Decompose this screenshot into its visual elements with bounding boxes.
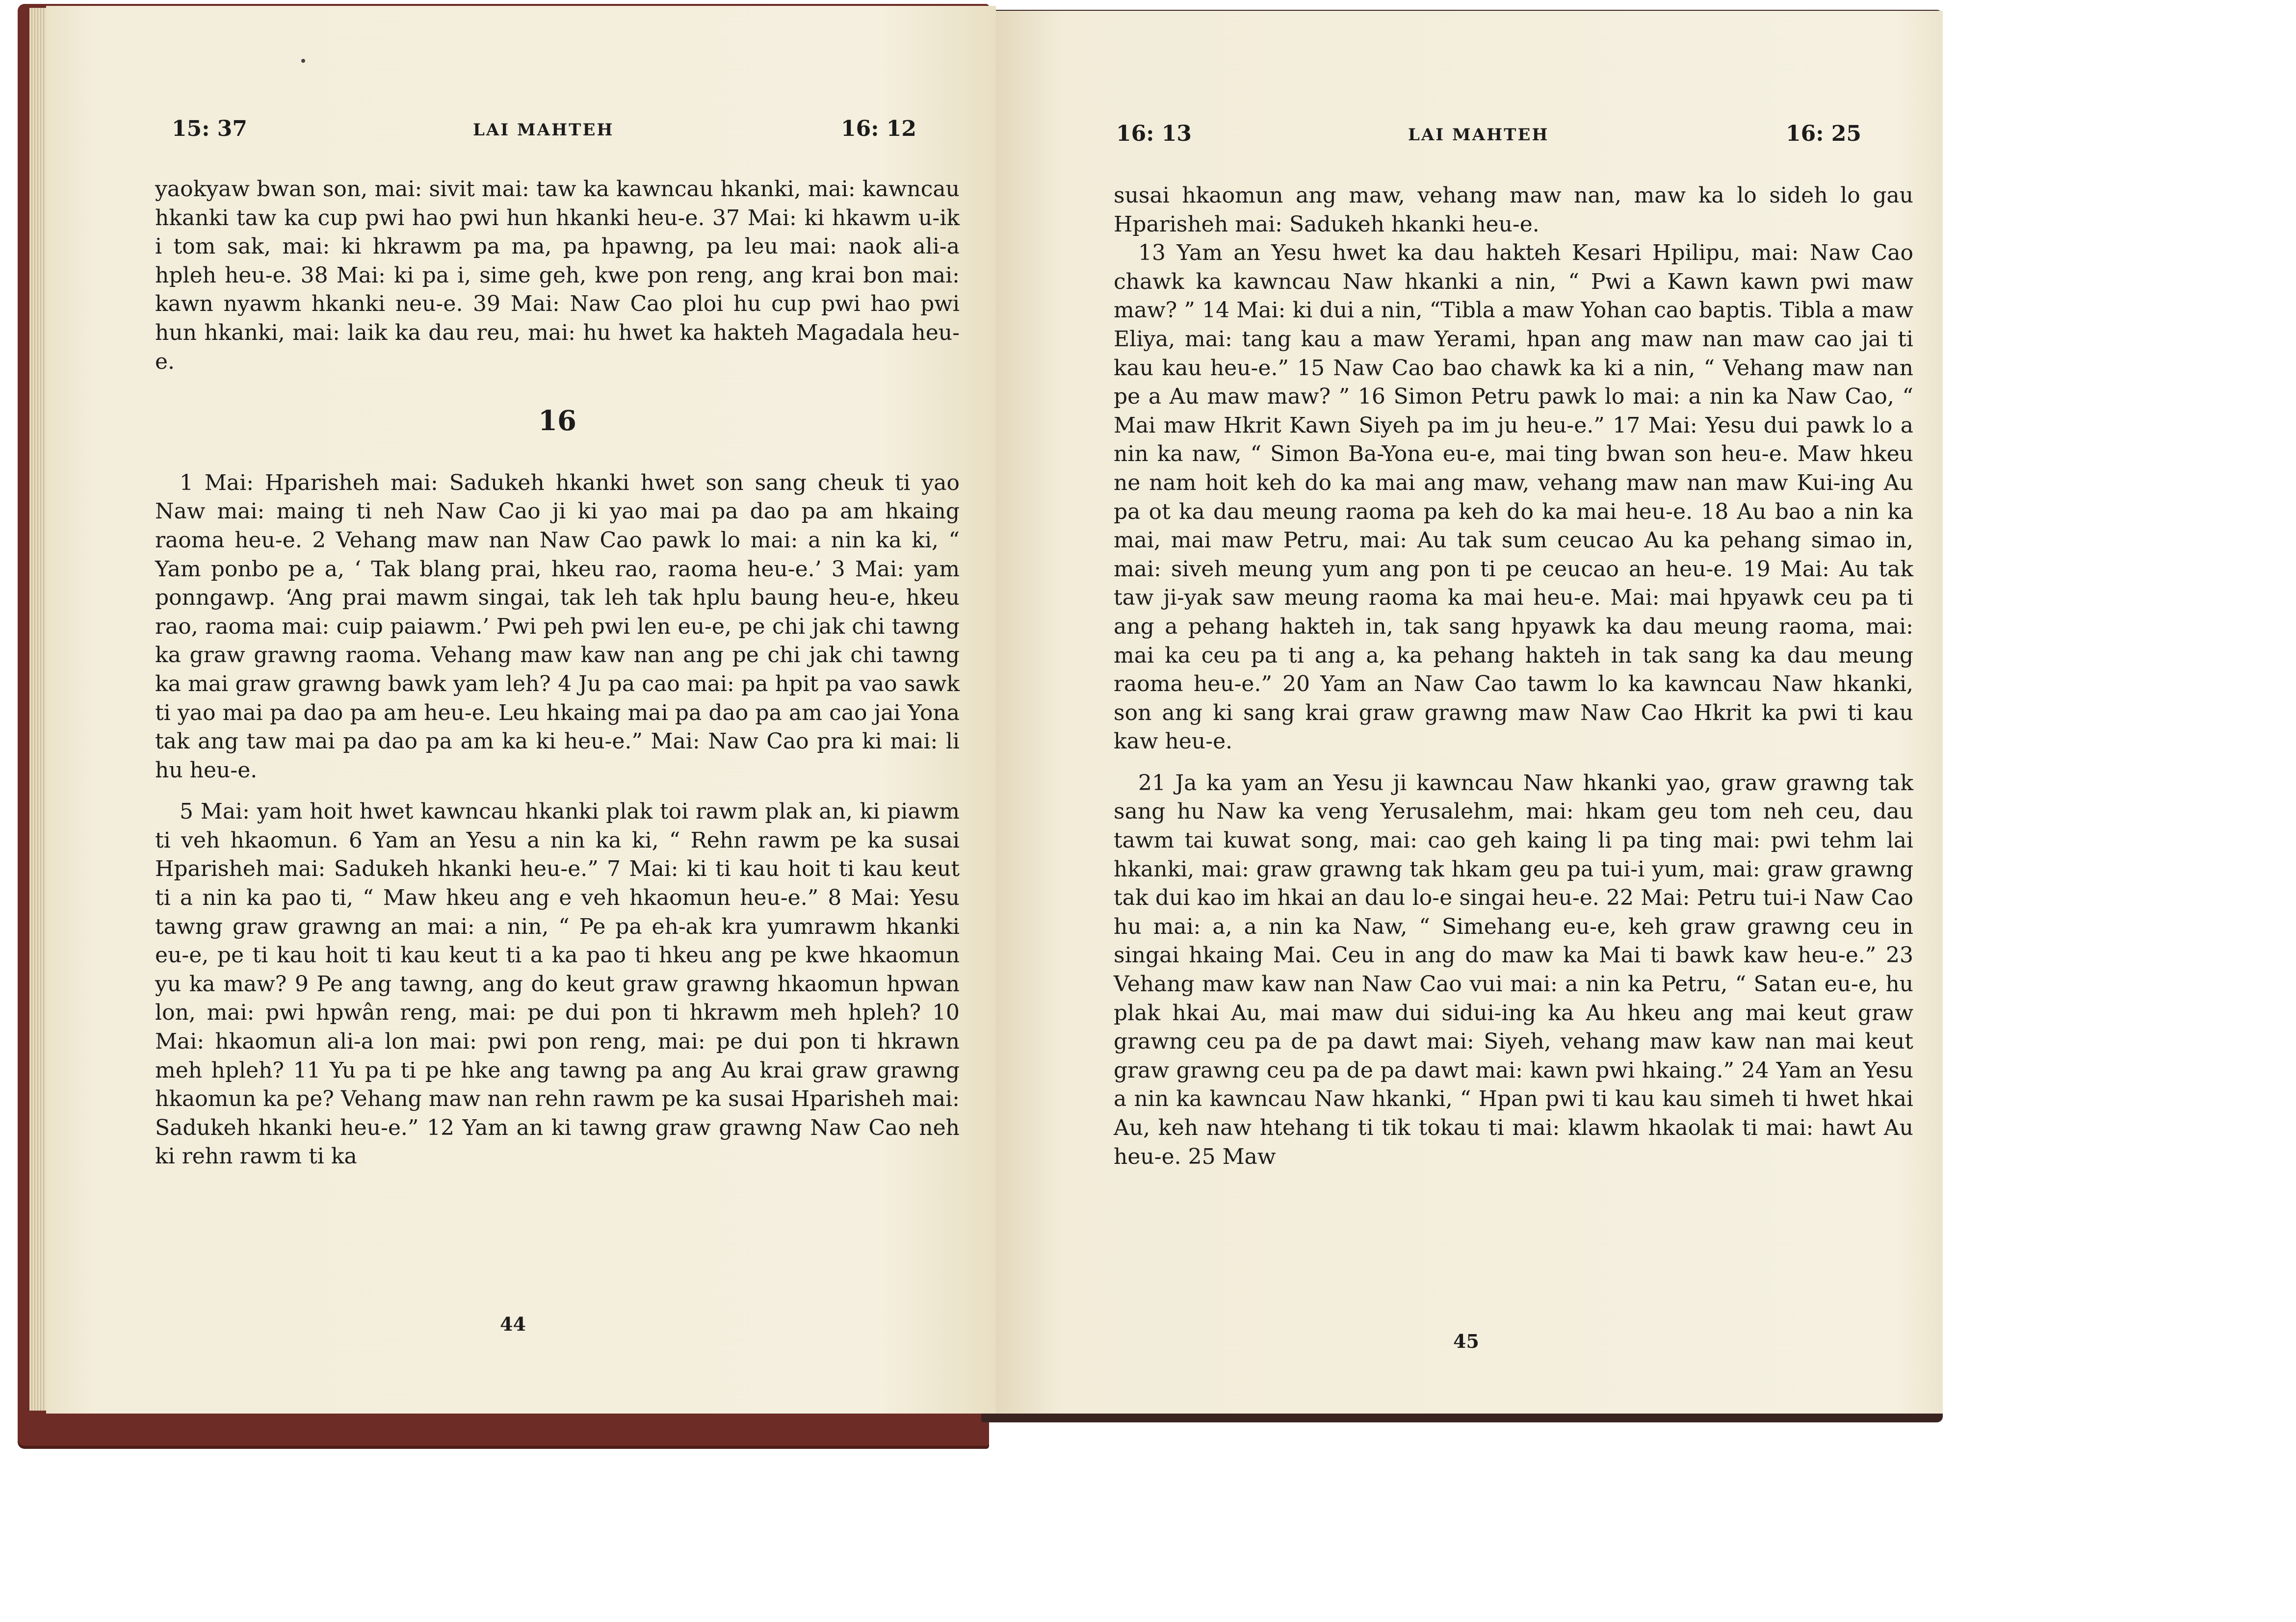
right-page	[996, 11, 1943, 1414]
right-header-title: LAI MAHTEH	[1408, 125, 1549, 145]
chapter-number: 16	[538, 405, 576, 438]
left-paragraph-3: 5 Mai: yam hoit hwet kawncau hkanki plak toi rawm plak an, ki piawm ti veh hkaomun. 6 Yam an Yesu a nin ka ki, “ Rehn rawm pe ka susai Hparisheh mai: Sadukeh hkanki heu-e.” 7 Mai: ki ti kau hoit ti kau keut ti a nin ka pao ti, “ Maw hkeu ang e veh hkaomun heu-e.” 8 Mai: Yesu tawng graw grawng an mai: a nin, “ Pe pa eh-ak kra yumrawm hkanki eu-e, pe ti kau hoit ti kau keut ti a ka pao ti hkeu ang pe kwe hkaomun yu ka maw? 9 Pe ang tawng, ang do keut graw grawng hkaomun hpwan lon, mai: pwi hpwân reng, mai: pe dui pon ti hkrawm meh hpleh? 10 Mai: hkaomun ali-a lon mai: pwi pon reng, mai: pe dui pon ti hkrawn meh hpleh? 11 Yu pa ti pe hke ang tawng pa ang Au krai graw grawng hkaomun ka pe? Vehang maw nan rehn rawm pe ka susai Hparisheh mai: Sadukeh hkanki heu-e.” 12 Yam an ki tawng graw grawng Naw Cao neh ki rehn rawm ti ka	[155, 799, 960, 1169]
right-page-number: 45	[1453, 1330, 1479, 1352]
left-running-head	[46, 116, 996, 146]
right-paragraph-1: susai hkaomun ang maw, vehang maw nan, maw ka lo sideh lo gau Hparisheh mai: Sadukeh hkanki heu-e.	[1114, 183, 1913, 237]
right-page-text	[1114, 181, 1913, 1171]
left-header-title: LAI MAHTEH	[473, 120, 614, 140]
right-running-head	[996, 121, 1943, 151]
ink-speck	[301, 59, 305, 63]
left-page-number: 44	[500, 1313, 526, 1335]
left-page-text	[155, 175, 960, 1171]
right-paragraph-3: 21 Ja ka yam an Yesu ji kawncau Naw hkanki yao, graw grawng tak sang hu Naw ka veng Yerusalehm, mai: hkam geu tom neh ceu, dau tawm tai kuwat song, mai: cao geh kaing li pa ting mai: pwi tehm lai hkanki, mai: graw grawng tak hkam geu pa tui-i yum, mai: graw grawng tak dui kao im hkai an dau lo-e singai heu-e. 22 Mai: Petru tui-i Naw Cao hu mai: a, a nin ka Naw, “ Simehang eu-e, keh graw grawng ceu in singai hkaing Mai. Ceu in ang do maw ka Mai ti bawk kaw heu-e.” 23 Vehang maw kaw nan Naw Cao vui mai: a nin ka Petru, “ Satan eu-e, hu plak hkai Au, mai maw dui sidui-ing ka Au hkeu ang mai keut graw grawng ceu pa de pa dawt mai: Siyeh, vehang maw kaw nan mai keut graw grawng ceu pa de pa dawt mai: kawn pwi hkaing.” 24 Yam an Yesu a nin ka kawncau Naw hkanki, “ Hpan pwi ti kau kau simeh ti hwet hkai Au, keh naw htehang ti tik tokau ti mai: klawm hkaolak ti mai: hawt Au heu-e. 25 Maw	[1114, 770, 1913, 1169]
right-paragraph-2: 13 Yam an Yesu hwet ka dau hakteh Kesari Hpilipu, mai: Naw Cao chawk ka kawncau Naw hkanki a nin, “ Pwi a Kawn kawn pwi maw maw? ” 14 Mai: ki dui a nin, “Tibla a maw Yohan cao baptis. Tibla a maw Eliya, mai: tang kau a maw Yerami, hpan ang maw nan maw cao jai ti kau kau heu-e.” 15 Naw Cao bao chawk ka ki a nin, “ Vehang maw nan pe a Au maw maw? ” 16 Simon Petru pawk lo mai: a nin ka Naw Cao, “ Mai maw Hkrit Kawn Siyeh pa im ju heu-e.” 17 Mai: Yesu dui pawk lo a nin ka naw, “ Simon Ba-Yona eu-e, mai ting bwan son heu-e. Maw hkeu ne nam hoit keh do ka mai ang maw, vehang maw nan maw Kui-ing Au pa ot ka dau meung raoma pa keh do ka mai heu-e. 18 Au bao a nin ka mai, mai maw Petru, mai: Au tak sum ceucao Au ka pehang simao in, mai: siveh meung yum ang pon ti pe ceucao an heu-e. 19 Mai: Au tak taw ji-yak saw meung raoma ka mai heu-e. Mai: mai hpyawk ceu pa ti ang a pehang hakteh in, tak sang hpyawk ka dau meung raoma, mai: mai ka ceu pa ti ang a, ka pehang hakteh in tak sang ka dau meung raoma heu-e.” 20 Yam an Naw Cao tawm lo ka kawncau Naw hkanki, son ang ki sang krai graw grawng maw Naw Cao Hkrit ka pwi ti kau kaw heu-e.	[1114, 240, 1913, 754]
left-header-reference-end: 16: 12	[841, 116, 917, 141]
right-header-reference-start: 16: 13	[1116, 121, 1192, 146]
right-header-reference-end: 16: 25	[1786, 121, 1862, 146]
left-header-reference-start: 15: 37	[172, 116, 248, 141]
left-paragraph-2: 1 Mai: Hparisheh mai: Sadukeh hkanki hwet son sang cheuk ti yao Naw mai: maing ti neh Naw Cao ji ki yao mai pa dao pa am hkaing raoma heu-e. 2 Vehang maw nan Naw Cao pawk lo mai: a nin ka ki, “ Yam ponbo pe a, ‘ Tak blang prai, hkeu rao, raoma heu-e.’ 3 Mai: yam ponngawp. ‘Ang prai mawm singai, tak leh tak hplu baung heu-e, hkeu rao, raoma mai: cuip paiawm.’ Pwi peh pwi len eu-e, pe chi jak chi tawng ka graw grawng raoma. Vehang maw kaw nan ang pe chi jak chi tawng ka mai graw grawng bawk yam leh? 4 Ju pa cao mai: pa hpit pa vao sawk ti yao mai pa dao pa am heu-e. Leu hkaing mai pa dao pa am cao jai Yona tak ang taw mai pa dao pa am ka ki heu-e.” Mai: Naw Cao pra ki mai: li hu heu-e.	[155, 470, 960, 783]
left-paragraph-1: yaokyaw bwan son, mai: sivit mai: taw ka kawncau hkanki, mai: kawncau hkanki taw ka cup pwi hao pwi hun hkanki heu-e. 37 Mai: ki hkawm u-ik i tom sak, mai: ki hkrawm pa ma, pa hpawng, pa leu mai: naok ali-a hpleh heu-e. 38 Mai: ki pa i, sime geh, kwe pon reng, ang krai bon mai: kawn nyawm hkanki neu-e. 39 Mai: Naw Cao ploi hu cup pwi hao pwi hun hkanki, mai: laik ka dau reu, mai: hu hwet ka hakteh Magadala heu-e.	[155, 177, 960, 374]
left-page	[46, 6, 996, 1414]
